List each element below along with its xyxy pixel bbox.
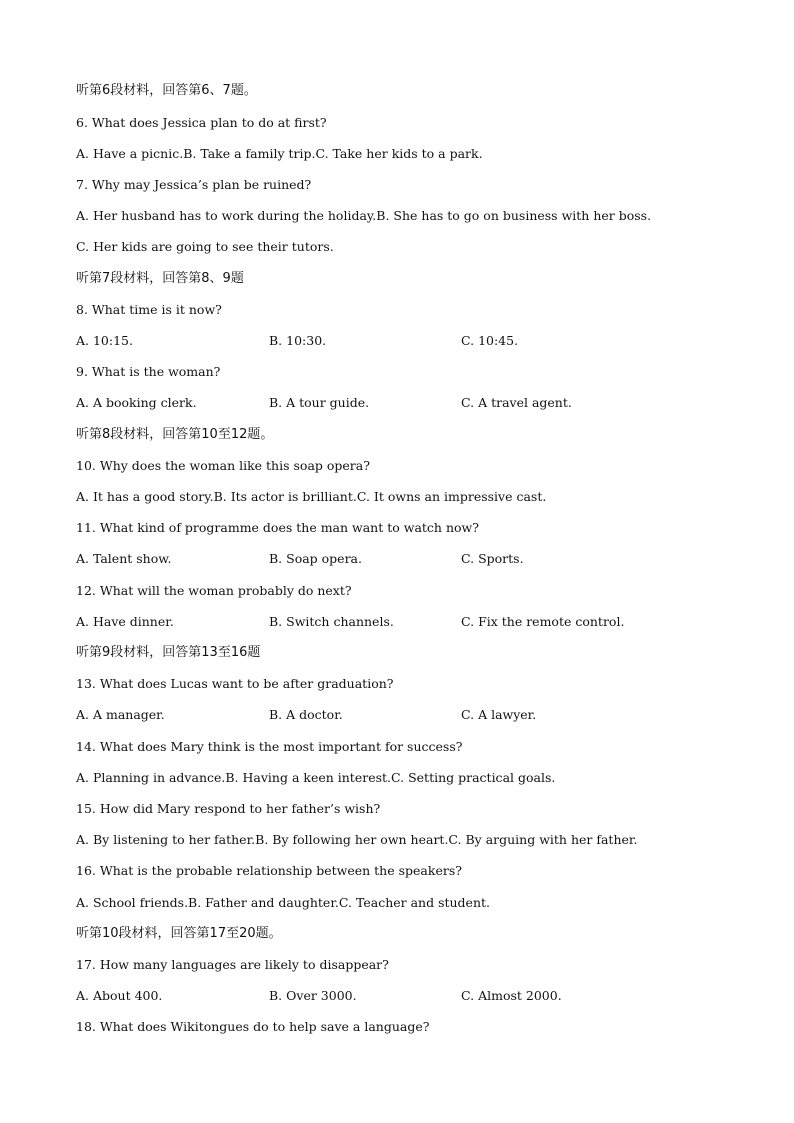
section-header-9: 听第9段材料，回答第13至16题 xyxy=(76,645,261,660)
question-13: 13. What does Lucas want to be after graduation? xyxy=(76,676,394,691)
question-6: 6. What does Jessica plan to do at first? xyxy=(76,115,327,130)
question-13-option-a: A. A manager. xyxy=(76,707,165,722)
section-header-7: 听第7段材料，回答第8、9题 xyxy=(76,271,244,286)
question-7-options-line1: A. Her husband has to work during the holiday.B. She has to go on business with her boss. xyxy=(76,208,652,223)
question-12-option-a: A. Have dinner. xyxy=(76,614,174,629)
question-9-option-c: C. A travel agent. xyxy=(461,395,572,410)
question-8-option-b: B. 10:30. xyxy=(269,333,327,348)
question-10: 10. Why does the woman like this soap opera? xyxy=(76,458,370,473)
question-12-option-b: B. Switch channels. xyxy=(269,614,394,629)
question-15-options: A. By listening to her father.B. By following her own heart.C. By arguing with her father. xyxy=(76,832,638,847)
question-17-option-b: B. Over 3000. xyxy=(269,988,357,1003)
question-16: 16. What is the probable relationship between the speakers? xyxy=(76,863,462,878)
question-11-option-a: A. Talent show. xyxy=(76,551,172,566)
question-9: 9. What is the woman? xyxy=(76,364,221,379)
question-13-option-b: B. A doctor. xyxy=(269,707,343,722)
question-11: 11. What kind of programme does the man want to watch now? xyxy=(76,520,479,535)
question-12-option-c: C. Fix the remote control. xyxy=(461,614,625,629)
question-7: 7. Why may Jessica’s plan be ruined? xyxy=(76,177,312,192)
question-12: 12. What will the woman probably do next? xyxy=(76,583,352,598)
question-18: 18. What does Wikitongues do to help save a language? xyxy=(76,1019,430,1034)
question-11-option-b: B. Soap opera. xyxy=(269,551,362,566)
question-7-options-line2: C. Her kids are going to see their tutors. xyxy=(76,239,334,254)
question-9-option-b: B. A tour guide. xyxy=(269,395,370,410)
question-17-option-c: C. Almost 2000. xyxy=(461,988,562,1003)
section-header-8: 听第8段材料，回答第10至12题。 xyxy=(76,427,274,442)
section-header-6: 听第6段材料，回答第6、7题。 xyxy=(76,83,257,98)
question-15: 15. How did Mary respond to her father’s wish? xyxy=(76,801,381,816)
question-8-option-c: C. 10:45. xyxy=(461,333,519,348)
question-16-options: A. School friends.B. Father and daughter.C. Teacher and student. xyxy=(76,895,491,910)
question-14-options: A. Planning in advance.B. Having a keen interest.C. Setting practical goals. xyxy=(76,770,556,785)
question-14: 14. What does Mary think is the most important for success? xyxy=(76,739,463,754)
section-header-10: 听第10段材料，回答第17至20题。 xyxy=(76,926,282,941)
question-13-option-c: C. A lawyer. xyxy=(461,707,537,722)
question-17-option-a: A. About 400. xyxy=(76,988,163,1003)
question-6-options: A. Have a picnic.B. Take a family trip.C. Take her kids to a park. xyxy=(76,146,483,161)
question-9-option-a: A. A booking clerk. xyxy=(76,395,197,410)
question-8-option-a: A. 10:15. xyxy=(76,333,133,348)
question-17: 17. How many languages are likely to disappear? xyxy=(76,957,389,972)
question-8: 8. What time is it now? xyxy=(76,302,222,317)
question-10-options: A. It has a good story.B. Its actor is brilliant.C. It owns an impressive cast. xyxy=(76,489,547,504)
question-11-option-c: C. Sports. xyxy=(461,551,524,566)
